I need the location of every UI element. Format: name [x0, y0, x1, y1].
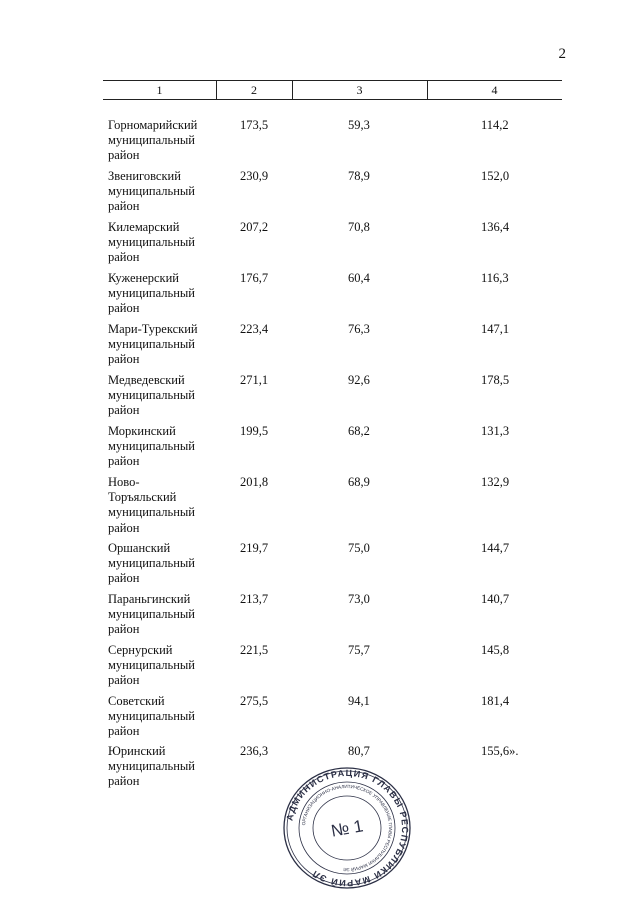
district-name-line: район [108, 454, 140, 469]
page-number: 2 [558, 46, 566, 62]
seal-outer-text: АДМИНИСТРАЦИЯ ГЛАВЫ РЕСПУБЛИКИ МАРИЙ ЭЛ [284, 767, 411, 889]
district-name-line: район [108, 774, 140, 789]
district-name [108, 694, 218, 740]
district-name-line: район [108, 403, 140, 418]
value-col-3: 73,0 [348, 592, 370, 606]
district-name-line: муниципальный [108, 658, 195, 673]
value-col-2: 199,5 [240, 424, 269, 438]
value-col-4: 140,7 [481, 592, 510, 606]
value-col-4: 116,3 [481, 271, 509, 285]
column-header-1: 1 [156, 83, 163, 97]
district-name-line: район [108, 301, 140, 316]
value-col-2: 219,7 [240, 541, 269, 555]
district-name-line: Килемарский [108, 220, 180, 234]
value-col-2: 275,5 [240, 694, 269, 708]
value-col-2: 223,4 [240, 322, 269, 336]
value-col-3: 60,4 [348, 271, 370, 285]
district-name-line: район [108, 148, 140, 163]
district-name-line: Торъяльский [108, 490, 177, 505]
district-name-line: Сернурский [108, 643, 173, 657]
value-col-3: 76,3 [348, 322, 370, 336]
district-name-line: муниципальный [108, 337, 195, 352]
district-name-line: Оршанский [108, 541, 171, 555]
district-name-line: район [108, 352, 140, 367]
district-name-line: Горномарийский [108, 118, 198, 132]
district-name-line: район [108, 571, 140, 586]
district-name-line: Юринский [108, 744, 166, 758]
value-col-4: 178,5 [481, 373, 510, 387]
value-col-4: 147,1 [481, 322, 510, 336]
value-col-4: 181,4 [481, 694, 510, 708]
value-col-2: 201,8 [240, 475, 269, 489]
official-seal [283, 766, 411, 890]
value-col-3: 78,9 [348, 169, 370, 183]
seal-number: № 1 [329, 816, 365, 841]
value-col-4: 114,2 [481, 118, 509, 132]
value-col-4: 155,6». [481, 744, 519, 758]
district-name-line: муниципальный [108, 133, 195, 148]
district-name [108, 643, 218, 689]
value-col-3: 59,3 [348, 118, 370, 132]
district-name [108, 220, 218, 266]
value-col-2: 271,1 [240, 373, 269, 387]
value-col-4: 131,3 [481, 424, 510, 438]
district-name-line: Медведевский [108, 373, 185, 387]
district-name-line: район [108, 199, 140, 214]
district-name-line: район [108, 673, 140, 688]
district-name-line: Куженерский [108, 271, 179, 285]
value-col-4: 132,9 [481, 475, 510, 489]
seal-inner-text: ОРГАНИЗАЦИОННО-АНАЛИТИЧЕСКОЕ УПРАВЛЕНИЕ ГЛАВЫ РЕСПУБЛИКИ МАРИЙ ЭЛ [301, 783, 394, 873]
value-col-3: 68,9 [348, 475, 370, 489]
district-name-line: Звениговский [108, 169, 181, 183]
value-col-3: 75,0 [348, 541, 370, 555]
district-name [108, 424, 218, 470]
district-name [108, 169, 218, 215]
value-col-3: 94,1 [348, 694, 370, 708]
value-col-4: 136,4 [481, 220, 510, 234]
district-name-line: район [108, 250, 140, 265]
district-name-line: Мари-Турекский [108, 322, 198, 336]
value-col-3: 80,7 [348, 744, 370, 758]
district-name-line: муниципальный [108, 184, 195, 199]
district-name-line: район [108, 724, 140, 739]
district-name [108, 271, 218, 317]
value-col-2: 207,2 [240, 220, 269, 234]
district-name [108, 322, 218, 368]
value-col-2: 173,5 [240, 118, 269, 132]
value-col-3: 70,8 [348, 220, 370, 234]
value-col-4: 144,7 [481, 541, 510, 555]
district-name-line: муниципальный [108, 709, 195, 724]
district-name-line: Моркинский [108, 424, 176, 438]
district-name-line: Ново- [108, 475, 140, 489]
value-col-4: 152,0 [481, 169, 510, 183]
table-column-header [103, 80, 562, 100]
value-col-4: 145,8 [481, 643, 510, 657]
district-name-line: муниципальный [108, 235, 195, 250]
value-col-2: 176,7 [240, 271, 269, 285]
district-name-line: Советский [108, 694, 165, 708]
district-name-line: муниципальный [108, 607, 195, 622]
district-name [108, 118, 218, 164]
district-name-line: муниципальный [108, 286, 195, 301]
district-name [108, 475, 218, 536]
value-col-3: 68,2 [348, 424, 370, 438]
value-col-2: 236,3 [240, 744, 269, 758]
district-name [108, 592, 218, 638]
column-header-4: 4 [491, 83, 498, 97]
value-col-2: 230,9 [240, 169, 269, 183]
district-name [108, 373, 218, 419]
district-name-line: муниципальный [108, 439, 195, 454]
district-name-line: район [108, 520, 140, 535]
value-col-3: 92,6 [348, 373, 370, 387]
value-col-2: 213,7 [240, 592, 269, 606]
column-header-3: 3 [356, 83, 363, 97]
value-col-2: 221,5 [240, 643, 269, 657]
district-name-line: муниципальный [108, 759, 195, 774]
column-header-2: 2 [251, 83, 257, 97]
district-name [108, 744, 218, 790]
district-name-line: муниципальный [108, 505, 195, 520]
district-name-line: Параньгинский [108, 592, 191, 606]
district-name-line: муниципальный [108, 556, 195, 571]
value-col-3: 75,7 [348, 643, 370, 657]
district-name-line: муниципальный [108, 388, 195, 403]
district-name [108, 541, 218, 587]
district-name-line: район [108, 622, 140, 637]
